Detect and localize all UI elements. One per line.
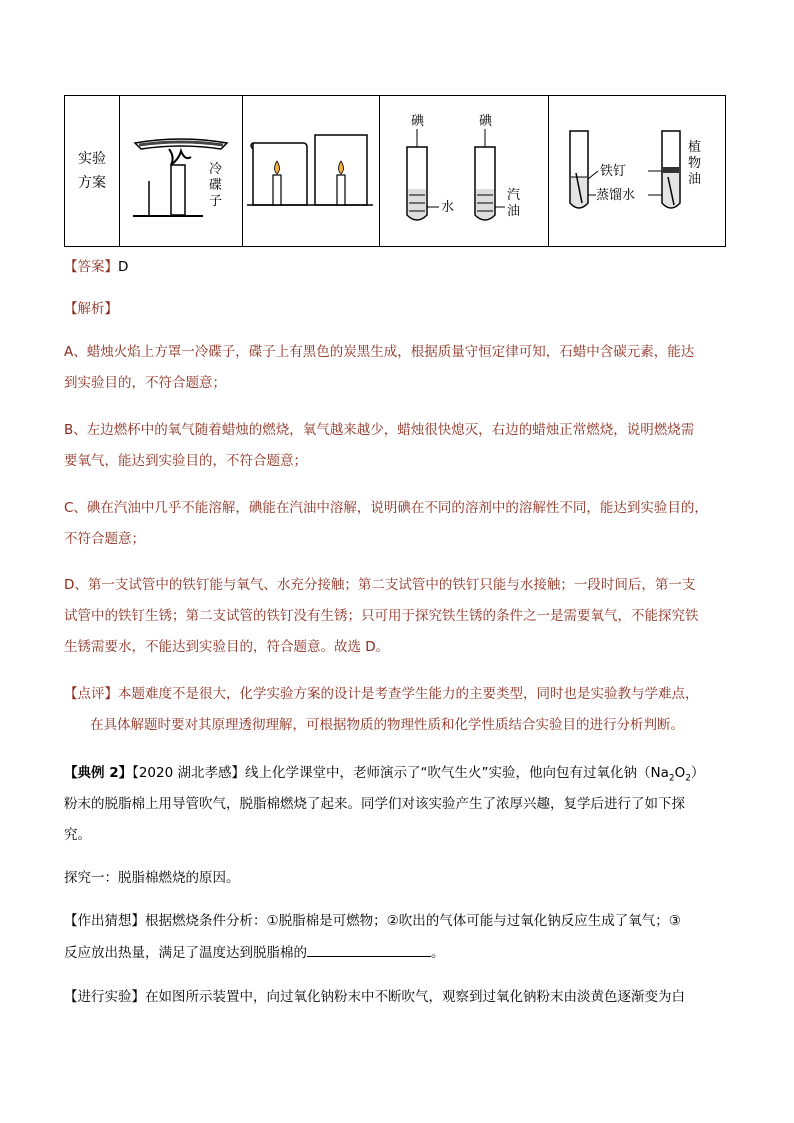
table-row (65, 96, 726, 247)
para-c-line1: C、碘在汽油中几乎不能溶解，碘能在汽油中溶解，说明碘在不同的溶剂中的溶解性不同，能达到实验目的， (64, 500, 708, 516)
para-a-line1: A、蜡烛火焰上方罩一冷碟子，碟子上有黑色的炭黑生成，根据质量守恒定律可知，石蜡中含碳元素，能达 (64, 344, 695, 360)
experiment-tag: 【进行实验】 (64, 989, 145, 1005)
iodine-solubility-figure (389, 111, 539, 231)
hypothesis-text2: 反应放出热量，满足了温度达到脱脂棉的 (64, 945, 307, 961)
example-line1 (64, 763, 704, 789)
review-line1 (64, 684, 699, 704)
hypothesis-text1: 根据燃烧条件分析：①脱脂棉是可燃物；②吹出的气体可能与过氧化钠反应生成了氧气；③ (145, 913, 681, 929)
answer-blank[interactable] (307, 942, 431, 957)
hypothesis-tag: 【作出猜想】 (64, 913, 145, 929)
label-veg1: 植 (688, 140, 702, 155)
formula-sub1: 2 (668, 773, 675, 784)
experiment-line1 (64, 987, 685, 1007)
example-line2: 粉末的脱脂棉上用导管吹气，脱脂棉燃烧了起来。同学们对该实验产生了浓厚兴趣，复学后进行了如下探 (64, 796, 685, 812)
para-d-line1: D、第一支试管中的铁钉能与氧气、水充分接触；第二支试管中的铁钉只能与水接触；一段时间后，第一支 (64, 577, 696, 593)
para-a-line2: 到实验目的，不符合题意； (64, 375, 226, 391)
example-source: 【2020 湖北孝感】 (132, 765, 245, 781)
figure-a-cell (120, 96, 243, 247)
figure-c-cell (380, 96, 549, 247)
formula-o: O (674, 765, 686, 781)
figure-b-cell (243, 96, 380, 247)
label-nail: 铁钉 (600, 164, 627, 179)
formula-close: ） (690, 765, 705, 781)
candle-cold-dish-figure (125, 121, 237, 221)
hypothesis-line1 (64, 911, 681, 931)
review-line2: 在具体解题时要对其原理透彻理解，可根据物质的物理性质和化学性质结合实验目的进行分析判断。 (90, 717, 684, 733)
hypothesis-line2 (64, 942, 445, 963)
para-d-line3: 生锈需要水，不能达到实验目的，符合题意。故选 D。 (64, 639, 390, 655)
label-veg3: 油 (688, 172, 702, 187)
example-text1: 线上化学课堂中，老师演示了“吹气生火”实验，他向包有过氧化钠（Na (245, 765, 669, 781)
explore-one: 探究一：脱脂棉燃烧的原因。 (64, 870, 240, 886)
para-d-line2: 试管中的铁钉生锈；第二支试管的铁钉没有生锈；只可用于探究铁生锈的条件之一是需要氧气，不能探究铁 (64, 608, 699, 624)
analysis-tag: 【解析】 (64, 301, 118, 317)
answer-line (64, 257, 128, 277)
label-dish: 碟 (209, 178, 223, 193)
label-gas1: 汽 (507, 188, 521, 203)
para-c-line2: 不符合题意； (64, 531, 145, 547)
label-iodine-left: 碘 (411, 114, 425, 129)
review-text1: 本题难度不是很大，化学实验方案的设计是考查学生能力的主要类型，同时也是实验教与学难点， (118, 686, 699, 702)
experiment-text1: 在如图所示装置中，向过氧化钠粉末中不断吹气，观察到过氧化钠粉末由淡黄色逐渐变为白 (145, 989, 685, 1005)
hypothesis-end: 。 (431, 945, 445, 961)
para-b-line1: B、左边燃杯中的氧气随着蜡烛的燃烧，氧气越来越少，蜡烛很快熄灭，右边的蜡烛正常燃烧，说明燃烧需 (64, 422, 695, 438)
row-label-line1: 实验 (78, 151, 106, 167)
label-veg2: 物 (688, 156, 702, 171)
formula-sub2: 2 (685, 773, 691, 784)
label-zi: 子 (209, 194, 223, 209)
label-cold: 冷 (209, 162, 223, 177)
label-iodine-right: 碘 (479, 114, 493, 129)
label-distilled-water: 蒸馏水 (596, 188, 636, 203)
iron-rust-figure (562, 121, 712, 221)
answer-value: D (118, 259, 129, 275)
label-gas2: 油 (507, 204, 521, 219)
answer-tag: 【答案】 (64, 259, 118, 275)
label-water: 水 (441, 200, 455, 215)
analysis-heading (64, 299, 118, 319)
para-b-line2: 要氧气，能达到实验目的，不符合题意； (64, 453, 307, 469)
experiment-table (64, 95, 726, 247)
beaker-candles-figure (247, 131, 375, 211)
example-tag: 【典例 2】 (64, 765, 133, 781)
example-line3: 究。 (64, 827, 91, 843)
review-tag: 【点评】 (64, 686, 118, 702)
row-label-line2: 方案 (78, 175, 106, 191)
figure-d-cell (549, 96, 726, 247)
row-label-cell (65, 96, 120, 247)
